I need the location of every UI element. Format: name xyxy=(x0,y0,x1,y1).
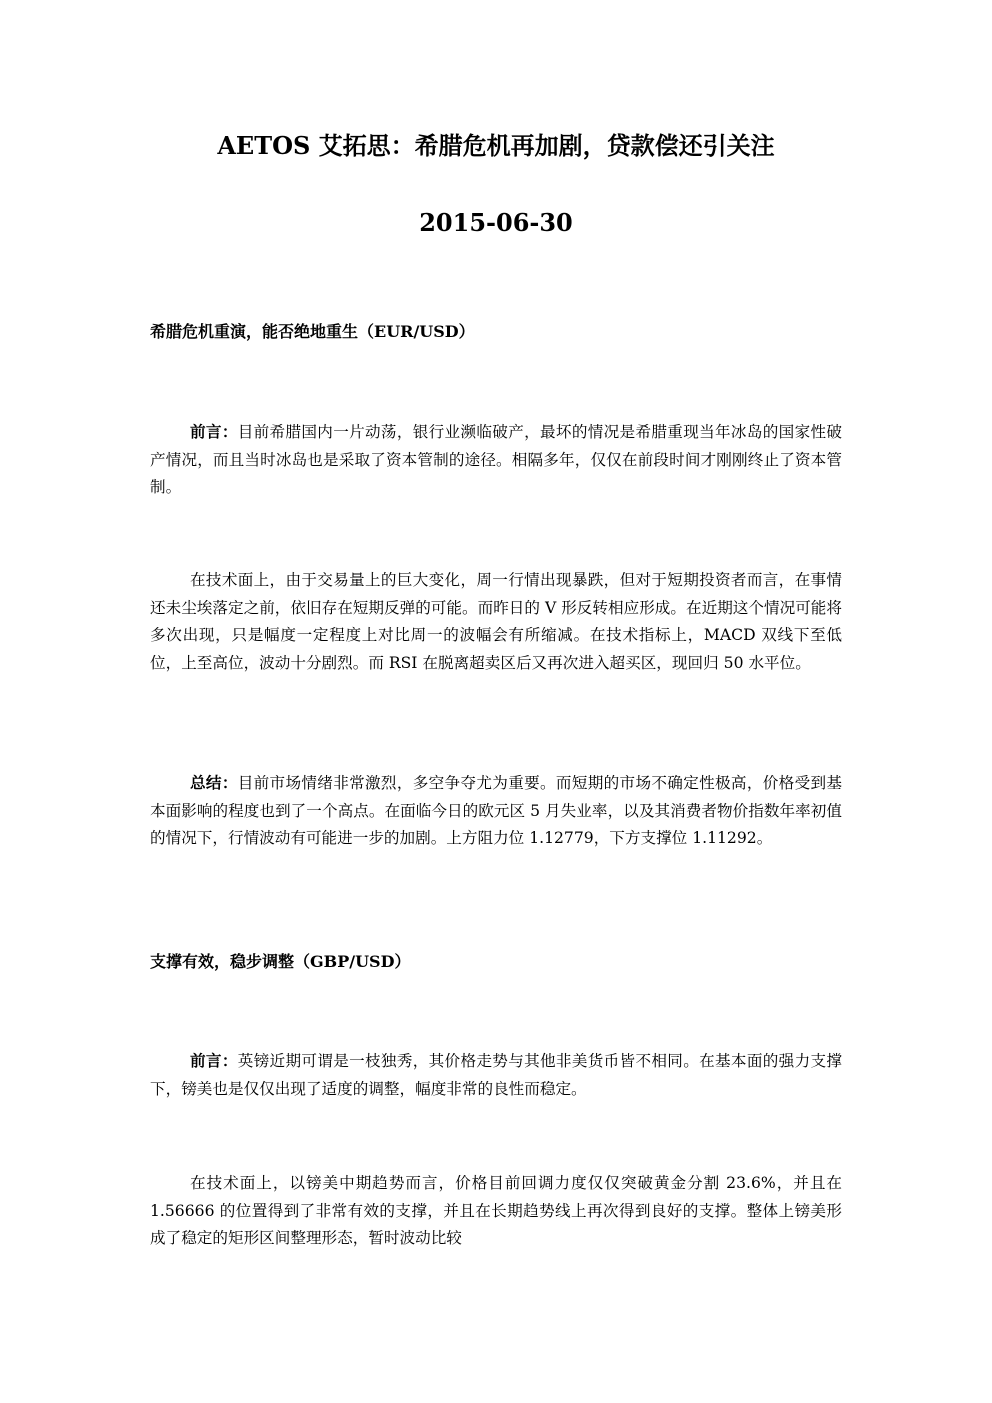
section-heading-gbpusd: 支撑有效，稳步调整（GBP/USD） xyxy=(150,952,411,971)
document-title: AETOS 艾拓思：希腊危机再加剧，贷款偿还引关注 xyxy=(217,131,775,160)
paragraph-lead-label: 前言： xyxy=(190,422,238,441)
paragraph-eurusd-summary xyxy=(150,769,842,853)
paragraph-lead-label: 前言： xyxy=(190,1051,238,1070)
paragraph-text: 目前希腊国内一片动荡，银行业濒临破产，最坏的情况是希腊重现当年冰岛的国家性破产情况，而且当时冰岛也是采取了资本管制的途径。相隔多年，仅仅在前段时间才刚刚终止了资本管制。 xyxy=(150,423,842,496)
paragraph-text: 英镑近期可谓是一枝独秀，其价格走势与其他非美货币皆不相同。在基本面的强力支撑下，镑美也是仅仅出现了适度的调整，幅度非常的良性而稳定。 xyxy=(150,1052,842,1098)
document-date: 2015-06-30 xyxy=(419,208,573,237)
paragraph-eurusd-preface xyxy=(150,418,842,502)
section-heading-eurusd: 希腊危机重演，能否绝地重生（EUR/USD） xyxy=(150,322,475,341)
paragraph-text: 在技术面上，由于交易量上的巨大变化，周一行情出现暴跌，但对于短期投资者而言，在事情还未尘埃落定之前，依旧存在短期反弹的可能。而昨日的 V 形反转相应形成。在近期这个情况可能将多次出现，只是幅度一定程度上对比周一的波幅会有所缩减。在技术指标上，MACD 双线下至低位，上至高位，波动十分剧烈。而 RSI 在脱离超卖区后又再次进入超买区，现回归 50 水平位。 xyxy=(150,571,842,672)
paragraph-text: 在技术面上，以镑美中期趋势而言，价格目前回调力度仅仅突破黄金分割 23.6%，并且在 1.56666 的位置得到了非常有效的支撑，并且在长期趋势线上再次得到良好的支撑。整体上镑美形成了稳定的矩形区间整理形态，暂时波动比较 xyxy=(150,1174,842,1247)
paragraph-gbpusd-technical xyxy=(150,1170,842,1253)
paragraph-gbpusd-preface xyxy=(150,1047,842,1103)
paragraph-eurusd-technical xyxy=(150,567,842,677)
paragraph-text: 目前市场情绪非常激烈，多空争夺尤为重要。而短期的市场不确定性极高，价格受到基本面影响的程度也到了一个高点。在面临今日的欧元区 5 月失业率，以及其消费者物价指数年率初值的情况下，行情波动有可能进一步的加剧。上方阻力位 1.12779，下方支撑位 1.11292。 xyxy=(150,774,842,847)
paragraph-lead-label: 总结： xyxy=(190,773,238,792)
